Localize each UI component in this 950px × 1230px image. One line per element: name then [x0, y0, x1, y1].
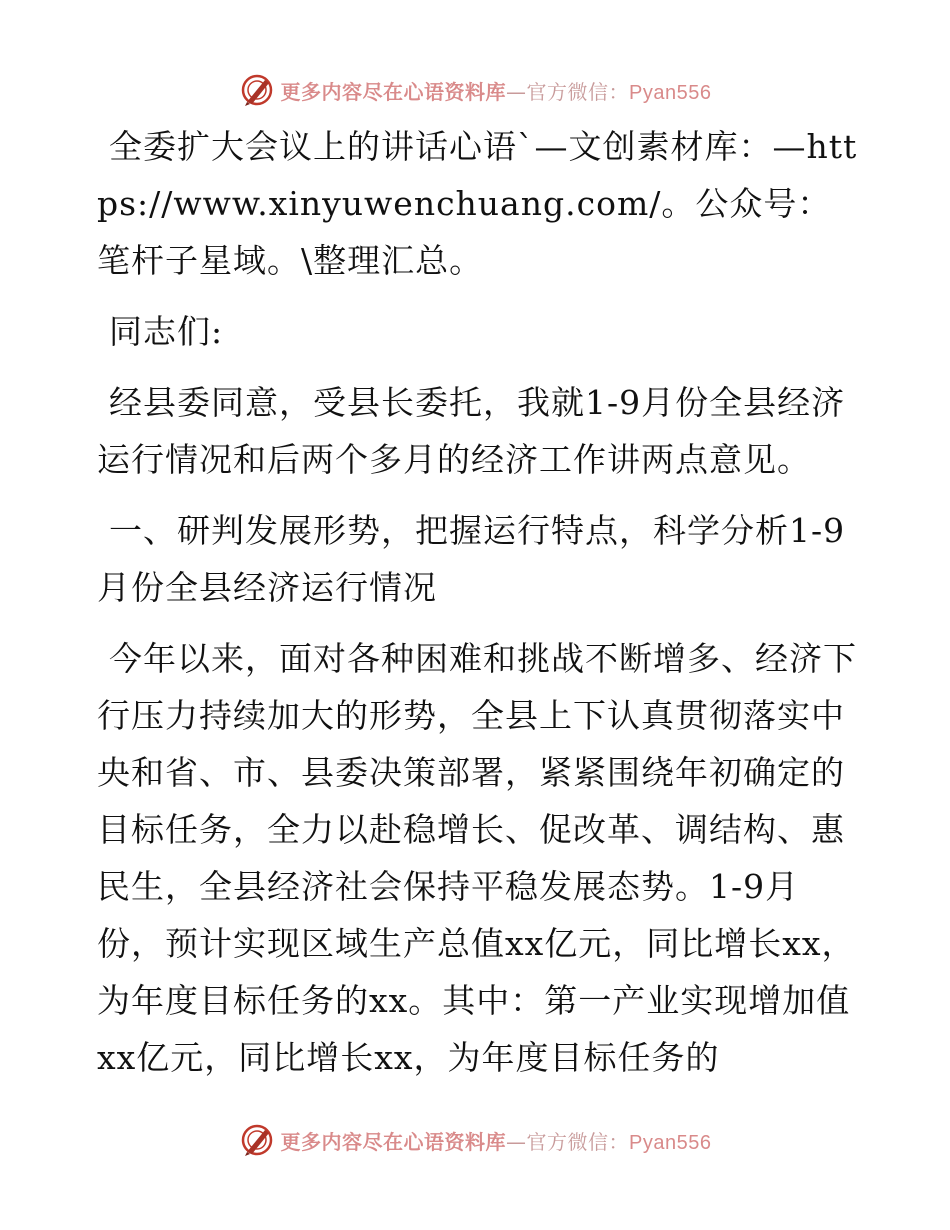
watermark-main-text: 更多内容尽在心语资料库: [280, 1129, 507, 1154]
footer-watermark: [0, 1118, 950, 1162]
watermark-dash: —: [506, 79, 527, 104]
watermark-id: Pyan556: [629, 81, 712, 104]
paragraph-title: 全委扩大会议上的讲话心语`—文创素材库：—https://www.xinyuwenchuang.com/。公众号：笔杆子星域。\整理汇总。: [97, 127, 858, 280]
header-watermark: [0, 68, 950, 112]
pen-logo-icon: [239, 72, 275, 108]
paragraph-body: 今年以来，面对各种困难和挑战不断增多、经济下行压力持续加大的形势，全县上下认真贯彻落实中央和省、市、县委决策部署，紧紧围绕年初确定的目标任务，全力以赴稳增长、促改革、调结构、惠民生，全县经济社会保持平稳发展态势。1-9月份，预计实现区域生产总值xx亿元，同比增长xx，为年度目标任务的xx。其中：第一产业实现增加值xx亿元，同比增长xx，为年度目标任务的: [97, 639, 857, 1077]
watermark-label: 官方微信：: [526, 1129, 630, 1154]
paragraph-intro: 经县委同意，受县长委托，我就1-9月份全县经济运行情况和后两个多月的经济工作讲两点意见。: [97, 383, 846, 479]
paragraph-section-heading: 一、研判发展形势，把握运行特点，科学分析1-9月份全县经济运行情况: [97, 511, 846, 607]
watermark-label: 官方微信：: [526, 79, 630, 104]
pen-logo-icon: [239, 1122, 275, 1158]
watermark-id: Pyan556: [629, 1131, 712, 1154]
watermark-main-text: 更多内容尽在心语资料库: [280, 79, 507, 104]
paragraph-salutation: 同志们:: [109, 312, 224, 351]
watermark-dash: —: [506, 1129, 527, 1154]
document-body: [97, 118, 862, 1100]
